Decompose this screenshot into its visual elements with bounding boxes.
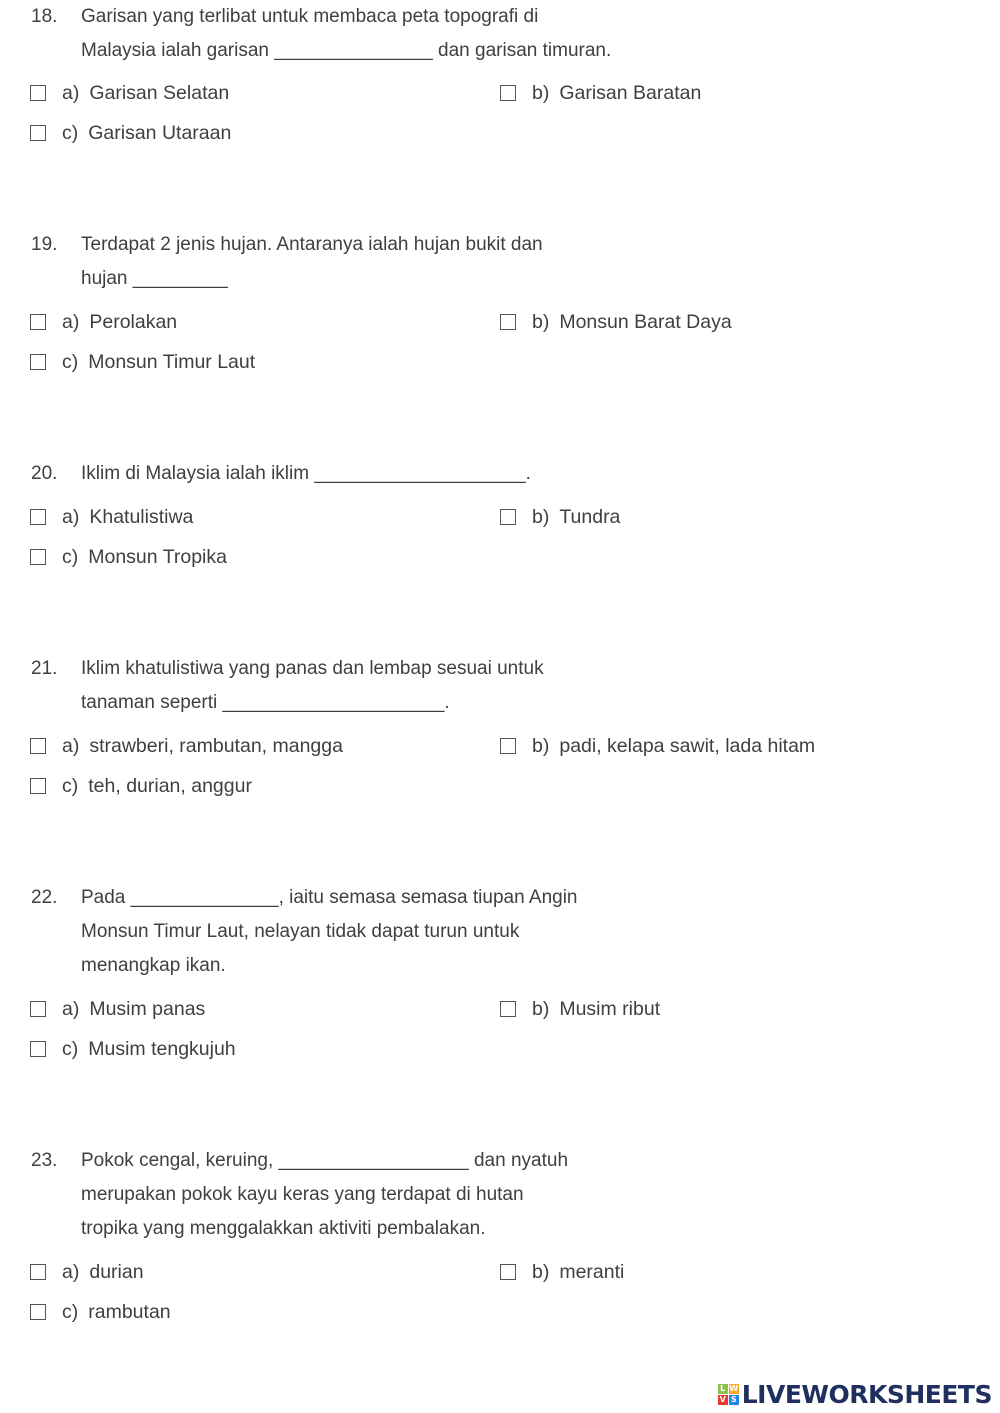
option-a[interactable] [30,1258,144,1286]
checkbox[interactable] [30,509,46,525]
checkbox[interactable] [30,778,46,794]
question-number: 22. [31,887,58,908]
question-number: 23. [31,1150,58,1171]
question-text: Terdapat 2 jenis hujan. Antaranya ialah hujan bukit dan hujan _________ [81,234,543,289]
option-c[interactable] [30,1035,236,1063]
logo-mark-tile: L [718,1384,728,1394]
option-c[interactable] [30,119,231,147]
option-label: durian [89,1260,144,1283]
option-label: Monsun Barat Daya [559,310,732,333]
option-letter: c) [62,1300,79,1323]
option-label: Monsun Tropika [88,545,227,568]
option-letter: c) [62,350,79,373]
option-letter: b) [532,734,550,757]
option-label: teh, durian, anggur [88,774,252,797]
option-letter: a) [62,734,80,757]
option-letter: a) [62,1260,80,1283]
logo-mark-tile: W [729,1384,739,1393]
option-b[interactable] [500,995,660,1023]
checkbox[interactable] [30,314,46,330]
option-b[interactable] [500,503,620,531]
option-label: Garisan Utaraan [88,121,232,144]
option-a[interactable] [30,995,205,1023]
option-letter: a) [62,505,80,528]
checkbox[interactable] [30,738,46,754]
option-c[interactable] [30,772,252,800]
checkbox[interactable] [30,125,46,141]
option-letter: a) [62,310,80,333]
option-b[interactable] [500,308,732,336]
logo-mark-tile: S [729,1395,739,1405]
option-a[interactable] [30,732,343,760]
logo-mark-icon [718,1384,739,1405]
option-c[interactable] [30,348,255,376]
option-b[interactable] [500,732,815,760]
option-letter: c) [62,121,79,144]
question-number: 18. [31,6,58,27]
liveworksheets-logo [718,1380,992,1409]
option-letter: a) [62,81,80,104]
checkbox[interactable] [30,354,46,370]
checkbox[interactable] [500,314,516,330]
option-letter: b) [532,81,550,104]
option-label: padi, kelapa sawit, lada hitam [559,734,816,757]
checkbox[interactable] [30,1001,46,1017]
option-label: Musim tengkujuh [88,1037,236,1060]
checkbox[interactable] [500,85,516,101]
question-number: 19. [31,234,58,255]
checkbox[interactable] [30,85,46,101]
option-letter: b) [532,505,550,528]
question-text: Pada ______________, iaitu semasa semasa tiupan Angin Monsun Timur Laut, nelayan tidak dapat turun untuk menangkap ikan. [81,887,578,976]
option-letter: a) [62,997,80,1020]
option-letter: b) [532,1260,550,1283]
option-a[interactable] [30,308,177,336]
option-label: strawberi, rambutan, mangga [89,734,343,757]
question-text: Iklim khatulistiwa yang panas dan lembap sesuai untuk tanaman seperti _____________________. [81,658,544,713]
option-label: Tundra [559,505,621,528]
option-a[interactable] [30,503,193,531]
option-letter: c) [62,545,79,568]
checkbox[interactable] [500,738,516,754]
checkbox[interactable] [500,1264,516,1280]
question-text: Iklim di Malaysia ialah iklim ____________________. [81,463,531,484]
option-label: Perolakan [89,310,178,333]
option-b[interactable] [500,1258,624,1286]
checkbox[interactable] [30,1264,46,1280]
logo-mark-tile: V [719,1395,726,1404]
option-label: Garisan Baratan [559,81,702,104]
option-label: Musim panas [89,997,206,1020]
question-number: 21. [31,658,58,679]
option-label: Monsun Timur Laut [88,350,256,373]
option-letter: b) [532,997,550,1020]
option-letter: c) [62,1037,79,1060]
option-a[interactable] [30,79,229,107]
question-text: Pokok cengal, keruing, __________________ dan nyatuh merupakan pokok kayu keras yang terdapat di hutan tropika yang menggalakkan aktiviti pembalakan. [81,1150,569,1239]
checkbox[interactable] [30,549,46,565]
option-c[interactable] [30,1298,171,1326]
option-letter: c) [62,774,79,797]
option-label: Khatulistiwa [89,505,194,528]
checkbox[interactable] [30,1041,46,1057]
checkbox[interactable] [30,1304,46,1320]
checkbox[interactable] [500,509,516,525]
option-label: Musim ribut [559,997,661,1020]
option-label: Garisan Selatan [89,81,230,104]
option-b[interactable] [500,79,701,107]
option-label: meranti [559,1260,625,1283]
option-c[interactable] [30,543,227,571]
option-letter: b) [532,310,550,333]
option-label: rambutan [88,1300,171,1323]
question-number: 20. [31,463,58,484]
checkbox[interactable] [500,1001,516,1017]
question-text: Garisan yang terlibat untuk membaca peta topografi di Malaysia ialah garisan _______________ dan garisan timuran. [81,6,612,61]
logo-text: LIVEWORKSHEETS [741,1380,992,1409]
